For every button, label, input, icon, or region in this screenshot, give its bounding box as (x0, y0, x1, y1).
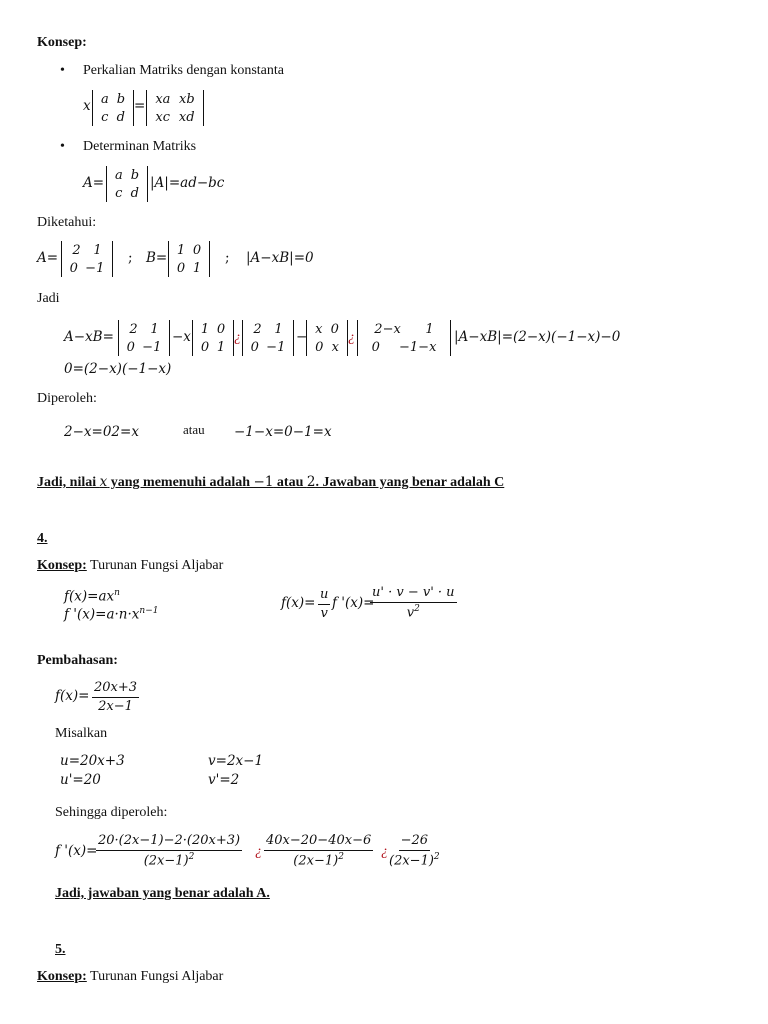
red-glyph: ¿ (234, 330, 241, 345)
minus-sign: − (296, 329, 308, 345)
matrix-A-jadi: 2 1 0 −1 (118, 320, 170, 356)
matrix-xI: x 0 0 x (306, 320, 348, 356)
fx-lhs: f(x)= (55, 688, 90, 704)
separator: ; (128, 250, 133, 266)
jadi-lhs: A−xB= (64, 329, 114, 345)
abs-equation: |A−xB|=0 (246, 250, 314, 266)
conclusion-4: Jadi, jawaban yang benar adalah A. (55, 886, 270, 901)
A-label: A= (37, 250, 59, 266)
zero-equation: 0=(2−x)(−1−x) (64, 361, 172, 377)
jadi-label: Jadi (37, 291, 60, 306)
derivative-step2: $\frac{40x-20-40x-6}{(2x-1)^2}$ (266, 833, 372, 869)
misalkan-label: Misalkan (55, 726, 108, 741)
B-label: B= (146, 250, 168, 266)
v-derivative: v'=2 (208, 772, 240, 788)
konsep-5: Konsep: Turunan Fungsi Aljabar (37, 969, 224, 984)
derivative-step1: $\frac{20\cdot(2x-1)-2\cdot(20x+3)}{(2x-1)^2}$ (98, 833, 241, 869)
matrix-det-abcd: a b c d (106, 166, 148, 202)
matrix-A: 2 1 0 −1 (61, 241, 113, 277)
power-rule-f: $f(x)=ax^n$ (64, 588, 120, 605)
section-number-4: 4. (37, 531, 48, 546)
bullet-scalar-matrix: Perkalian Matriks dengan konstanta (83, 63, 285, 78)
matrix-abcd: a b c d (92, 90, 134, 126)
pembahasan-label: Pembahasan: (37, 653, 118, 668)
quotient-uv: $\frac{u}{v}$ (320, 587, 329, 622)
u-definition: u=20x+3 (60, 753, 125, 769)
sehingga-label: Sehingga diperoleh: (55, 805, 168, 820)
matrix-I: 1 0 0 1 (192, 320, 234, 356)
derivative-lhs: f '(x)= (55, 843, 98, 859)
section-number-5: 5. (55, 942, 66, 957)
diketahui-label: Diketahui: (37, 215, 97, 230)
matrix-B: 1 0 0 1 (168, 241, 210, 277)
konsep-4: Konsep: Turunan Fungsi Aljabar (37, 558, 224, 573)
konsep-heading: Konsep: (37, 35, 87, 50)
matrix-result: 2−x 1 0 −1−x (357, 320, 451, 356)
matrix-xabcd: xa xb xc xd (146, 90, 204, 126)
u-derivative: u'=20 (60, 772, 101, 788)
v-definition: v=2x−1 (208, 753, 264, 769)
fx-fraction: $\frac{20x+3}{2x-1}$ (94, 680, 138, 715)
equals-sign: = (134, 98, 146, 114)
quotient-rule: $\frac{u' \cdot v - v' \cdot u}{v^2}$ (372, 585, 455, 621)
red-glyph: ¿ (381, 844, 388, 859)
conclusion-3: Jadi, nilai x yang memenuhi adalah −1 atau 2. Jawaban yang benar adalah C (37, 474, 505, 490)
minus-x: −x (172, 329, 191, 345)
separator: ; (225, 250, 230, 266)
red-glyph: ¿ (255, 844, 262, 859)
bullet-glyph: • (60, 139, 65, 154)
det-formula: |A|=ad−bc (150, 175, 225, 191)
matrix-A-2: 2 1 0 −1 (242, 320, 294, 356)
scalar-x: x (83, 98, 91, 114)
atau-text: atau (183, 422, 205, 437)
quotient-lhs: f(x)= (281, 595, 316, 611)
det-result: |A−xB|=(2−x)(−1−x)−0 (454, 329, 621, 345)
solution-eq2: −1−x=0−1=x (234, 424, 332, 440)
solution-eq1: 2−x=02=x (64, 424, 139, 440)
derivative-step3: $\frac{-26}{(2x-1)^2}$ (389, 833, 440, 869)
bullet-glyph: • (60, 63, 65, 78)
diperoleh-label: Diperoleh: (37, 391, 97, 406)
det-A-label: A= (83, 175, 105, 191)
power-rule-fprime: f '$(x)=a\cdot n\cdot x^{n-1}$ (64, 606, 159, 623)
bullet-determinant: Determinan Matriks (83, 139, 197, 154)
quotient-mid: f '(x)= (332, 595, 375, 611)
red-glyph: ¿ (348, 330, 355, 345)
